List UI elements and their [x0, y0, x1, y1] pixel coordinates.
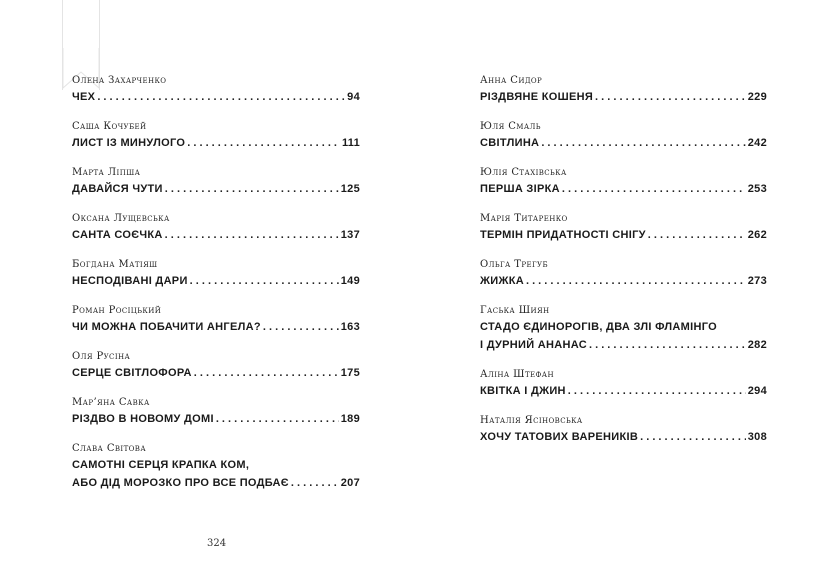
toc-page-number: 308	[747, 431, 767, 443]
toc-title-line	[480, 88, 767, 106]
toc-title: САМОТНІ СЕРЦЯ КРАПКА КОМ,	[72, 459, 250, 471]
toc-title: ЧИ МОЖНА ПОБАЧИТИ АНГЕЛА?	[72, 321, 261, 333]
toc-title-line	[72, 318, 360, 336]
toc-page-number: 163	[340, 321, 360, 333]
toc-title-line	[72, 226, 360, 244]
toc-entry[interactable]	[480, 304, 767, 354]
toc-column-right	[480, 74, 767, 446]
toc-title-line	[480, 180, 767, 198]
toc-author: Марія Титаренко	[480, 213, 568, 224]
toc-title-line	[72, 474, 360, 492]
toc-title: ДАВАЙСЯ ЧУТИ	[72, 183, 163, 195]
toc-entry[interactable]	[72, 304, 360, 336]
toc-leader-dots	[165, 180, 339, 198]
toc-leader-dots	[263, 318, 339, 336]
toc-title: ПЕРША ЗІРКА	[480, 183, 560, 195]
page-number: 324	[207, 538, 227, 549]
toc-author: Саша Кочубей	[72, 121, 147, 132]
toc-column-left	[72, 74, 360, 492]
toc-page-number: 175	[340, 367, 360, 379]
toc-entry[interactable]	[480, 414, 767, 446]
toc-title-line	[72, 180, 360, 198]
toc-title-line	[72, 456, 360, 474]
toc-page-number: 137	[340, 229, 360, 241]
toc-author: Анна Сидор	[480, 75, 543, 86]
toc-title: І ДУРНИЙ АНАНАС	[480, 339, 587, 351]
toc-entry[interactable]	[72, 74, 360, 106]
toc-page-number: 111	[341, 137, 360, 149]
toc-title: ЛИСТ ІЗ МИНУЛОГО	[72, 137, 186, 149]
toc-leader-dots	[190, 272, 339, 290]
toc-leader-dots	[291, 474, 339, 492]
toc-leader-dots	[526, 272, 746, 290]
toc-page-number: 189	[340, 413, 360, 425]
toc-author: Оксана Лущевська	[72, 213, 170, 224]
toc-author: Олена Захарченко	[72, 75, 167, 86]
toc-entry[interactable]	[72, 212, 360, 244]
toc-author: Мар’яна Савка	[72, 397, 150, 408]
toc-entry[interactable]	[480, 258, 767, 290]
toc-title: ТЕРМІН ПРИДАТНОСТІ СНІГУ	[480, 229, 646, 241]
toc-author: Богдана Матіяш	[72, 259, 158, 270]
toc-entry[interactable]	[72, 350, 360, 382]
toc-title-line	[72, 88, 360, 106]
toc-title: СЕРЦЕ СВІТЛОФОРА	[72, 367, 192, 379]
toc-title-line	[480, 336, 767, 354]
toc-title-line	[72, 134, 360, 152]
toc-title: АБО ДІД МОРОЗКО ПРО ВСЕ ПОДБАЄ	[72, 477, 289, 489]
toc-title-line	[480, 134, 767, 152]
toc-entry[interactable]	[72, 396, 360, 428]
toc-title: КВІТКА І ДЖИН	[480, 385, 566, 397]
toc-title-line	[480, 226, 767, 244]
toc-title-line	[480, 382, 767, 400]
toc-page-number: 273	[747, 275, 767, 287]
toc-author: Ольга Трегуб	[480, 259, 548, 270]
toc-title: ХОЧУ ТАТОВИХ ВАРЕНИКІВ	[480, 431, 639, 443]
toc-leader-dots	[640, 428, 746, 446]
toc-leader-dots	[165, 226, 339, 244]
toc-author: Слава Світова	[72, 443, 147, 454]
toc-entry[interactable]	[480, 74, 767, 106]
toc-title-line	[480, 428, 767, 446]
toc-entry[interactable]	[480, 120, 767, 152]
toc-page-number: 125	[340, 183, 360, 195]
toc-page-number: 242	[747, 137, 767, 149]
toc-author: Роман Росіцький	[72, 305, 162, 316]
toc-title: НЕСПОДІВАНІ ДАРИ	[72, 275, 188, 287]
toc-leader-dots	[194, 364, 339, 382]
toc-page-number: 294	[747, 385, 767, 397]
toc-leader-dots	[562, 180, 746, 198]
toc-author: Аліна Штефан	[480, 369, 554, 380]
toc-title-line	[72, 272, 360, 290]
toc-title-line	[72, 364, 360, 382]
toc-leader-dots	[541, 134, 745, 152]
toc-entry[interactable]	[72, 166, 360, 198]
toc-leader-dots	[216, 410, 339, 428]
toc-entry[interactable]	[72, 442, 360, 492]
toc-title-line	[480, 272, 767, 290]
toc-entry[interactable]	[72, 120, 360, 152]
toc-page-number: 94	[347, 91, 360, 103]
toc-page-number: 262	[747, 229, 767, 241]
toc-author: Юлія Стахівська	[480, 167, 567, 178]
toc-leader-dots	[568, 382, 746, 400]
toc-title: ЧЕХ	[72, 91, 96, 103]
toc-entry[interactable]	[72, 258, 360, 290]
toc-entry[interactable]	[480, 368, 767, 400]
toc-page-number: 282	[747, 339, 767, 351]
toc-author: Оля Русіна	[72, 351, 131, 362]
toc-author: Наталія Ясіновська	[480, 415, 583, 426]
toc-leader-dots	[595, 88, 746, 106]
toc-entry[interactable]	[480, 212, 767, 244]
toc-leader-dots	[187, 134, 340, 152]
toc-author: Марта Ліпша	[72, 167, 141, 178]
toc-title: СВІТЛИНА	[480, 137, 540, 149]
toc-leader-dots	[97, 88, 345, 106]
toc-title: ЖИЖКА	[480, 275, 524, 287]
toc-entry[interactable]	[480, 166, 767, 198]
toc-title-line	[480, 318, 767, 336]
toc-title: РІЗДВЯНЕ КОШЕНЯ	[480, 91, 594, 103]
toc-title: СТАДО ЄДИНОРОГІВ, ДВА ЗЛІ ФЛАМІНГО	[480, 321, 717, 333]
toc-author: Юля Смаль	[480, 121, 541, 132]
toc-author: Гаська Шиян	[480, 305, 550, 316]
toc-page-number: 207	[340, 477, 360, 489]
toc-leader-dots	[589, 336, 746, 354]
toc-page-number: 149	[340, 275, 360, 287]
toc-page-number: 229	[747, 91, 767, 103]
toc-leader-dots	[648, 226, 746, 244]
toc-title: РІЗДВО В НОВОМУ ДОМІ	[72, 413, 214, 425]
toc-title-line	[72, 410, 360, 428]
toc-page-number: 253	[747, 183, 767, 195]
toc-title: САНТА СОЄЧКА	[72, 229, 163, 241]
